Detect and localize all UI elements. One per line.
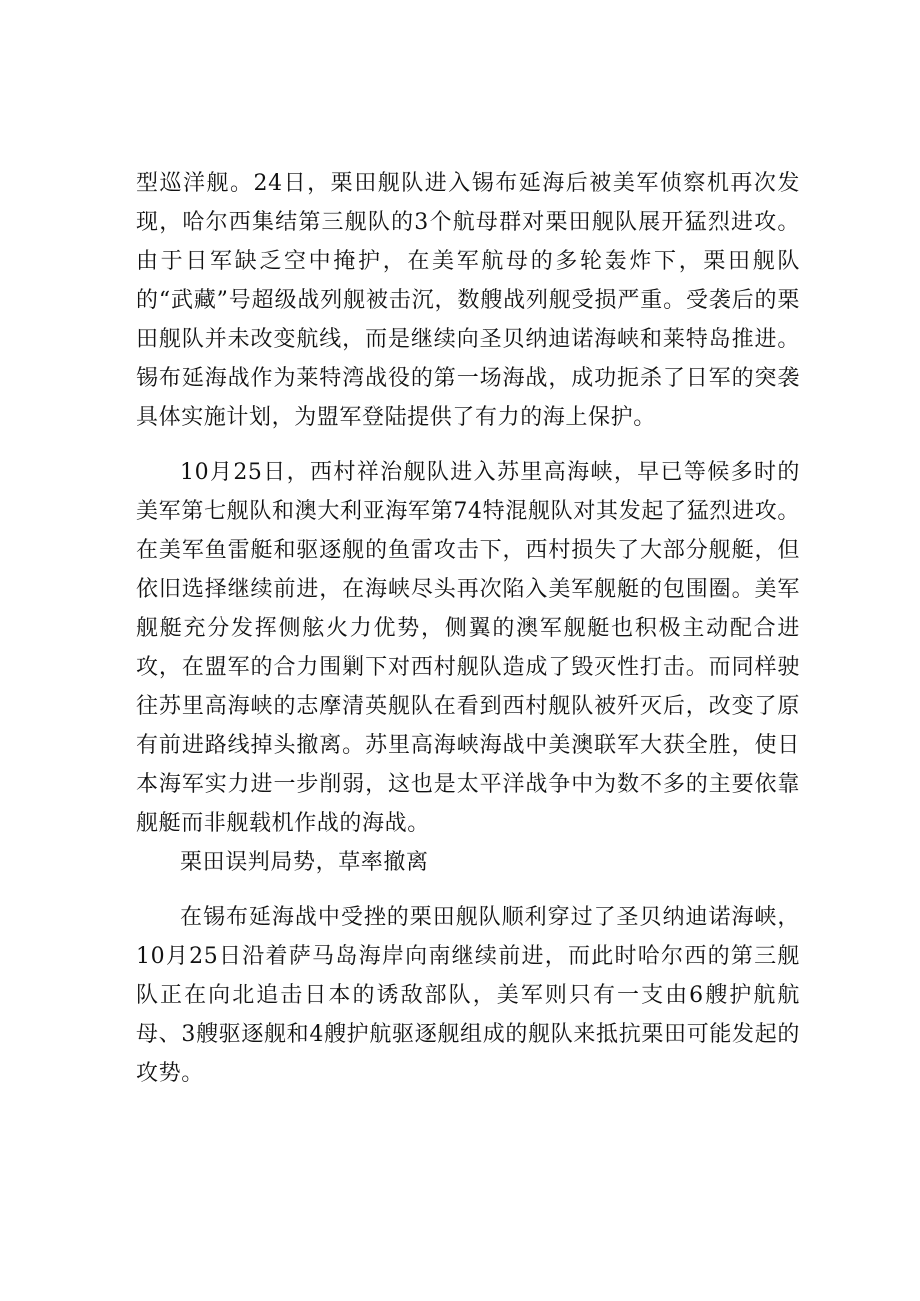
paragraph-kurita-advance: 在锡布延海战中受挫的栗田舰队顺利穿过了圣贝纳迪诺海峡，10月25日沿着萨马岛海岸向南继续前进，而此时哈尔西的第三舰队正在向北追击日本的诱敌部队，美军则只有一支由6艘护航航母、3艘驱逐舰和4艘护航驱逐舰组成的舰队来抵抗栗田可能发起的攻势。 [136, 905, 800, 1086]
paragraph-sibuyan-sea-battle: 型巡洋舰。24日，栗田舰队进入锡布延海后被美军侦察机再次发现，哈尔西集结第三舰队的3个航母群对栗田舰队展开猛烈进攻。由于日军缺乏空中掩护，在美军航母的多轮轰炸下，栗田舰队的“武藏”号超级战列舰被击沉，数艘战列舰受损严重。受袭后的栗田舰队并未改变航线，而是继续向圣贝纳迪诺海峡和莱特岛推进。锡布延海战作为莱特湾战役的第一场海战，成功扼杀了日军的突袭具体实施计划，为盟军登陆提供了有力的海上保护。 [136, 171, 800, 430]
section-subheading: 栗田误判局势，草率撤离 [180, 850, 429, 875]
paragraph-surigao-strait-battle: 10月25日，西村祥治舰队进入苏里高海峡，早已等候多时的美军第七舰队和澳大利亚海军第74特混舰队对其发起了猛烈进攻。在美军鱼雷艇和驱逐舰的鱼雷攻击下，西村损失了大部分舰艇，但依旧选择继续前进，在海峡尽头再次陷入美军舰艇的包围圈。美军舰艇充分发挥侧舷火力优势，侧翼的澳军舰艇也积极主动配合进攻，在盟军的合力围剿下对西村舰队造成了毁灭性打击。而同样驶往苏里高海峡的志摩清英舰队在看到西村舰队被歼灭后，改变了原有前进路线掉头撤离。苏里高海峡海战中美澳联军大获全胜，使日本海军实力进一步削弱，这也是太平洋战争中为数不多的主要依靠舰艇而非舰载机作战的海战。 [136, 460, 800, 836]
document-body [136, 164, 800, 1093]
